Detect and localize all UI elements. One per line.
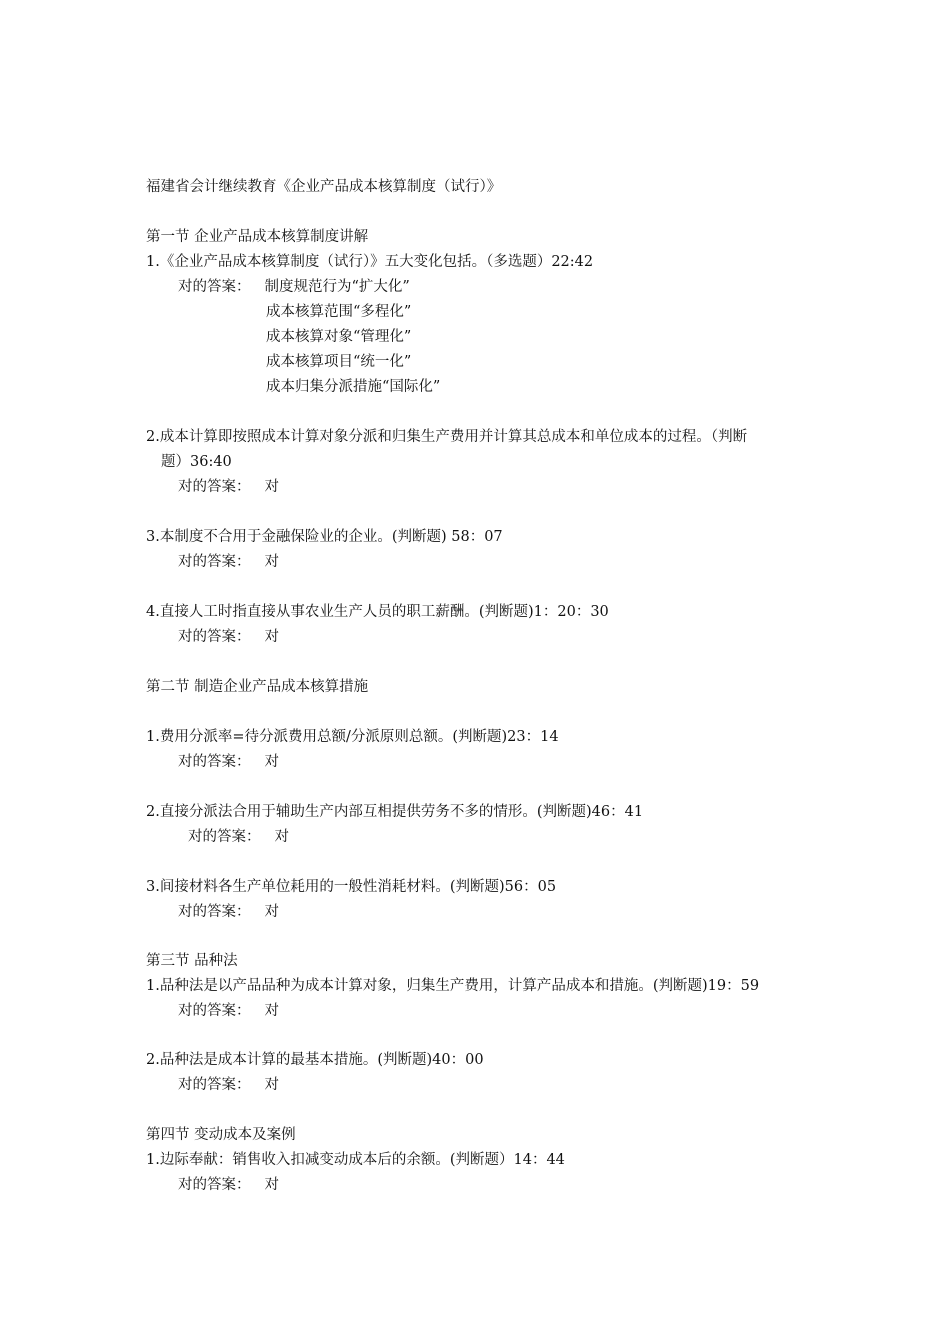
answer-row [178, 477, 279, 497]
answer-label: 对的答案： [178, 1077, 251, 1093]
answer-value: 对 [264, 1077, 279, 1093]
question-text: 4.直接人工时指直接从事农业生产人员的职工薪酬。(判断题)1：20：30 [146, 604, 609, 620]
question-text: 1.费用分派率=待分派费用总额/分派原则总额。(判断题)23：14 [146, 729, 559, 745]
answer-row [178, 902, 279, 922]
question-text: 2.直接分派法合用于辅助生产内部互相提供劳务不多的情形。(判断题)46：41 [146, 804, 644, 820]
question-text: 3.间接材料各生产单位耗用的一般性消耗材料。(判断题)56：05 [146, 879, 557, 895]
question-text: 2.成本计算即按照成本计算对象分派和归集生产费用并计算其总成本和单位成本的过程。（判断 [146, 429, 748, 445]
question-text-continued: 题）36:40 [161, 454, 232, 470]
answer-value: 对 [274, 829, 289, 845]
question-text: 1.品种法是以产品品种为成本计算对象，归集生产费用，计算产品成本和措施。(判断题)19：59 [146, 978, 760, 994]
answer-row [178, 1001, 279, 1021]
answer-value: 对 [264, 629, 279, 645]
question-text: 3.本制度不合用于金融保险业的企业。(判断题) 58：07 [146, 529, 503, 545]
answer-value: 对 [264, 554, 279, 570]
answer-row [178, 1175, 279, 1195]
answer-value: 成本核算对象“管理化” [266, 329, 412, 345]
answer-value: 成本核算范围“多程化” [266, 304, 412, 320]
answer-value: 对 [264, 1003, 279, 1019]
answer-row [178, 627, 279, 647]
answer-row [178, 1075, 279, 1095]
question-text: 2.品种法是成本计算的最基本措施。(判断题)40：00 [146, 1052, 484, 1068]
question-text: 1.《企业产品成本核算制度（试行）》五大变化包括。（多选题）22:42 [146, 254, 594, 270]
answer-label: 对的答案： [188, 829, 261, 845]
answer-value: 对 [264, 754, 279, 770]
answer-row [178, 552, 279, 572]
answer-value: 成本核算项目“统一化” [266, 354, 412, 370]
answer-label: 对的答案： [178, 754, 251, 770]
section-heading-1: 第一节 企业产品成本核算制度讲解 [146, 229, 369, 245]
answer-label: 对的答案： [178, 554, 251, 570]
question-text: 1.边际奉献：销售收入扣减变动成本后的余额。(判断题）14：44 [146, 1152, 565, 1168]
answer-label: 对的答案： [178, 479, 251, 495]
answer-value: 对 [264, 904, 279, 920]
answer-row [178, 277, 410, 297]
answer-value: 对 [264, 479, 279, 495]
answer-label: 对的答案： [178, 629, 251, 645]
answer-label: 对的答案： [178, 279, 251, 295]
answer-row [188, 827, 289, 847]
section-heading-2: 第二节 制造企业产品成本核算措施 [146, 679, 369, 695]
section-heading-3: 第三节 品种法 [146, 953, 238, 969]
section-heading-4: 第四节 变动成本及案例 [146, 1127, 296, 1143]
answer-label: 对的答案： [178, 1177, 251, 1193]
answer-value: 成本归集分派措施“国际化” [266, 379, 441, 395]
answer-label: 对的答案： [178, 904, 251, 920]
answer-value: 制度规范行为“扩大化” [264, 279, 410, 295]
answer-label: 对的答案： [178, 1003, 251, 1019]
answer-row [178, 752, 279, 772]
document-title: 福建省会计继续教育《企业产品成本核算制度（试行）》 [146, 179, 502, 195]
answer-value: 对 [264, 1177, 279, 1193]
